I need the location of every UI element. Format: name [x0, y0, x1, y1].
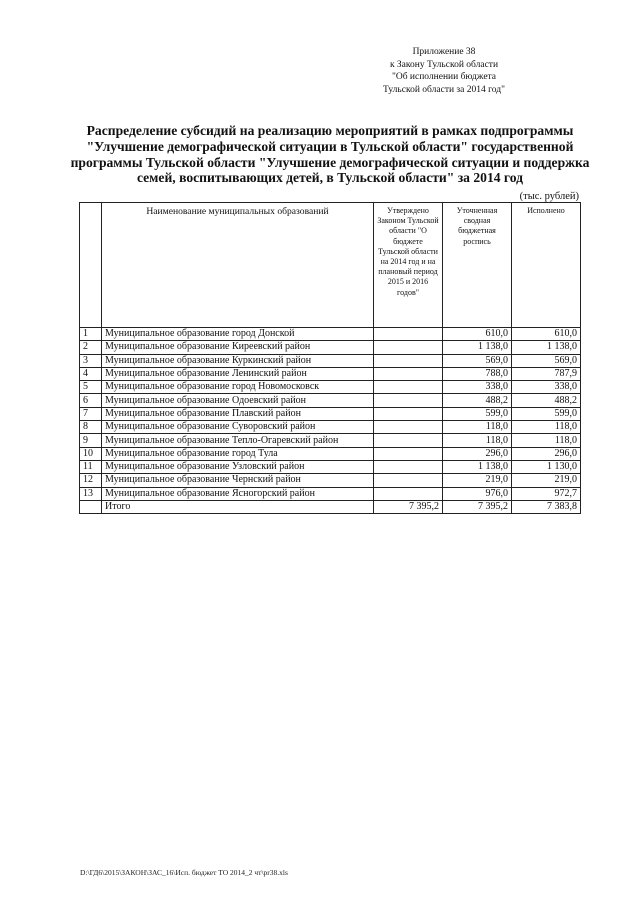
row-number: 1	[80, 328, 102, 341]
row-executed: 1 130,0	[512, 460, 581, 473]
row-name: Муниципальное образование Тепло-Огаревский район	[102, 434, 374, 447]
row-name: Муниципальное образование Одоевский район	[102, 394, 374, 407]
row-refined: 338,0	[443, 381, 512, 394]
row-executed: 787,9	[512, 367, 581, 380]
row-executed: 569,0	[512, 354, 581, 367]
row-refined: 599,0	[443, 407, 512, 420]
row-refined: 569,0	[443, 354, 512, 367]
row-approved	[374, 367, 443, 380]
row-refined: 296,0	[443, 447, 512, 460]
title-line: Распределение субсидий на реализацию мероприятий в рамках подпрограммы	[86, 123, 574, 138]
header-refined: Уточненная сводная бюджетная роспись	[443, 203, 512, 328]
row-executed: 1 138,0	[512, 341, 581, 354]
table-row	[80, 460, 581, 473]
table-row	[80, 407, 581, 420]
row-approved	[374, 474, 443, 487]
table-body	[80, 328, 581, 514]
table-header-row	[80, 203, 581, 328]
row-number: 6	[80, 394, 102, 407]
row-executed: 118,0	[512, 421, 581, 434]
row-name: Итого	[102, 500, 374, 513]
row-name: Муниципальное образование Плавский район	[102, 407, 374, 420]
total-row	[80, 500, 581, 513]
table-row	[80, 447, 581, 460]
row-name: Муниципальное образование Ясногорский район	[102, 487, 374, 500]
annex-block	[344, 46, 544, 96]
row-executed: 599,0	[512, 407, 581, 420]
row-approved	[374, 381, 443, 394]
row-number: 11	[80, 460, 102, 473]
row-executed: 610,0	[512, 328, 581, 341]
row-name: Муниципальное образование Киреевский район	[102, 341, 374, 354]
row-number: 8	[80, 421, 102, 434]
row-number: 12	[80, 474, 102, 487]
title-line: "Улучшение демографической ситуации в Тульской области" государственной	[86, 138, 574, 154]
row-name: Муниципальное образование город Новомосковск	[102, 381, 374, 394]
row-number: 10	[80, 447, 102, 460]
row-number	[80, 500, 102, 513]
subsidy-table	[79, 202, 581, 514]
row-refined: 118,0	[443, 421, 512, 434]
annex-line: "Об исполнении бюджета	[391, 72, 497, 82]
row-number: 9	[80, 434, 102, 447]
row-refined: 1 138,0	[443, 341, 512, 354]
table-row	[80, 394, 581, 407]
row-approved	[374, 447, 443, 460]
row-refined: 488,2	[443, 394, 512, 407]
table-row	[80, 381, 581, 394]
title-line: семей, воспитывающих детей, в Тульской области" за 2014 год	[136, 170, 524, 186]
row-approved	[374, 487, 443, 500]
row-approved	[374, 394, 443, 407]
row-refined: 788,0	[443, 367, 512, 380]
row-approved: 7 395,2	[374, 500, 443, 513]
row-refined: 976,0	[443, 487, 512, 500]
table-row	[80, 487, 581, 500]
table-row	[80, 474, 581, 487]
table-row	[80, 354, 581, 367]
table-row	[80, 341, 581, 354]
row-name: Муниципальное образование Суворовский район	[102, 421, 374, 434]
row-name: Муниципальное образование город Тула	[102, 447, 374, 460]
annex-line: к Закону Тульской области	[389, 59, 499, 70]
row-number: 5	[80, 381, 102, 394]
row-approved	[374, 341, 443, 354]
row-number: 2	[80, 341, 102, 354]
table-row	[80, 328, 581, 341]
row-refined: 219,0	[443, 474, 512, 487]
row-refined: 7 395,2	[443, 500, 512, 513]
row-approved	[374, 421, 443, 434]
header-num	[80, 203, 102, 328]
row-name: Муниципальное образование Куркинский район	[102, 354, 374, 367]
header-name: Наименование муниципальных образований	[102, 203, 374, 328]
row-number: 7	[80, 407, 102, 420]
row-approved	[374, 434, 443, 447]
row-refined: 1 138,0	[443, 460, 512, 473]
row-approved	[374, 407, 443, 420]
row-name: Муниципальное образование город Донской	[102, 328, 374, 341]
row-executed: 7 383,8	[512, 500, 581, 513]
row-name: Муниципальное образование Узловский район	[102, 460, 374, 473]
annex-line: Тульской области за 2014 год"	[383, 84, 505, 95]
row-approved	[374, 328, 443, 341]
title-line: программы Тульской области "Улучшение демографической ситуации и поддержка	[70, 154, 590, 170]
row-executed: 118,0	[512, 434, 581, 447]
row-executed: 972,7	[512, 487, 581, 500]
row-executed: 488,2	[512, 394, 581, 407]
row-executed: 296,0	[512, 447, 581, 460]
row-number: 13	[80, 487, 102, 500]
header-executed: Исполнено	[512, 203, 581, 328]
header-approved: Утверждено Законом Тульской области "О бюджете Тульской области на 2014 год и на плановый период 2015 и 2016 годов"	[374, 203, 443, 328]
row-number: 4	[80, 367, 102, 380]
table-row	[80, 421, 581, 434]
row-refined: 118,0	[443, 434, 512, 447]
unit-label: (тыс. рублей)	[519, 191, 579, 202]
annex-line: Приложение 38	[412, 47, 476, 57]
table-row	[80, 367, 581, 380]
row-refined: 610,0	[443, 328, 512, 341]
row-name: Муниципальное образование Чернский район	[102, 474, 374, 487]
row-executed: 219,0	[512, 474, 581, 487]
row-approved	[374, 354, 443, 367]
table-row	[80, 434, 581, 447]
row-number: 3	[80, 354, 102, 367]
document-title	[70, 123, 590, 186]
row-name: Муниципальное образование Ленинский район	[102, 367, 374, 380]
file-path-footer: D:\ГД6\2015\ЗАКОН\ЗАС_16\Исп. бюджет ТО 2014_2 чт\pr38.xls	[80, 868, 288, 877]
row-approved	[374, 460, 443, 473]
row-executed: 338,0	[512, 381, 581, 394]
